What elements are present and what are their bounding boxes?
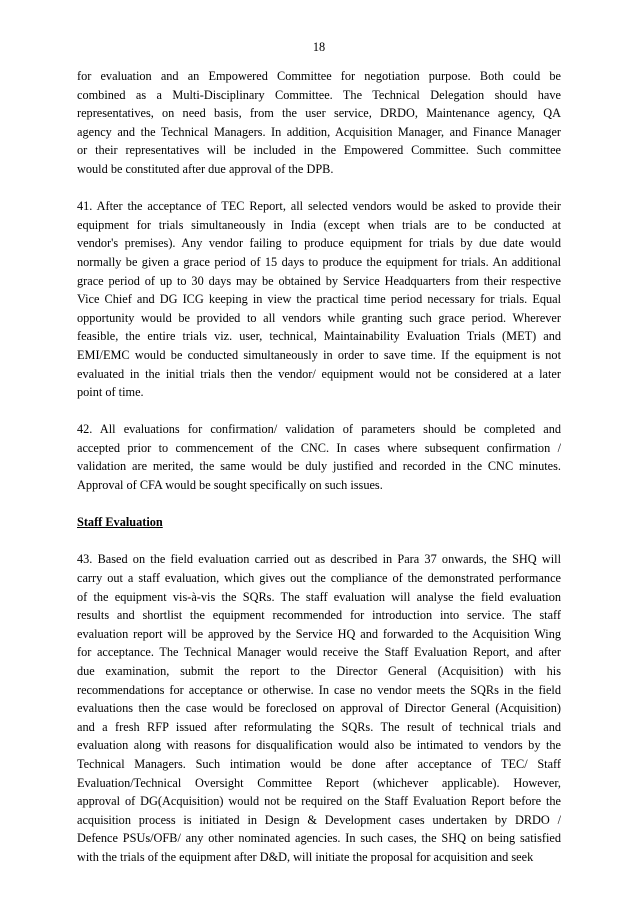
text-line: Vice Chief and DG ICG keeping in view the practical time period necessary for trials. Equal	[77, 292, 561, 307]
text-line: grace period of up to 30 days may be obtained by Service Headquarters from their respective	[77, 273, 561, 288]
text-line: EMI/EMC would be conducted simultaneously in order to save time. If the equipment is not	[77, 347, 561, 362]
section-heading: Staff Evaluation	[77, 515, 163, 530]
text-line: evaluations then the case would be foreclosed on approval of Director General (Acquisition)	[77, 701, 561, 716]
text-line: carry out a staff evaluation, which gives out the compliance of the demonstrated performance	[77, 571, 561, 586]
text-line: or their representatives will be included in the Empowered Committee. Such committee	[77, 143, 561, 158]
para-42	[77, 420, 561, 494]
text-line: normally be given a grace period of 15 days to produce the equipment for trials. An additional	[77, 254, 561, 269]
para-43	[77, 550, 561, 866]
text-line: due examination, submit the report to the Director General (Acquisition) with his	[77, 664, 561, 678]
section-heading-wrapper	[77, 513, 561, 532]
text-line: 43. Based on the field evaluation carried out as described in Para 37 onwards, the SHQ will	[77, 552, 561, 567]
text-line: recommendations for acceptance or otherwise. In case no vendor meets the SQRs in the field	[77, 682, 561, 697]
text-line: Approval of CFA would be sought specifically on such issues.	[77, 478, 383, 493]
text-line: would be constituted after due approval of the DPB.	[77, 161, 334, 176]
text-line: agency and the Technical Managers. In addition, Acquisition Manager, and Finance Manager	[77, 124, 561, 139]
text-line: representatives, on need basis, from the user service, DRDO, Maintenance agency, QA	[77, 106, 561, 121]
text-line: accepted prior to commencement of the CNC. In cases where subsequent confirmation /	[77, 440, 561, 455]
text-line: Evaluation/Technical Oversight Committee Report (whichever applicable). However,	[77, 775, 561, 790]
text-line: feasible, the entire trials viz. user, technical, Maintainability Evaluation Trials (MET) and	[77, 329, 561, 344]
page-content	[77, 67, 561, 885]
text-line: evaluated in the initial trials then the vendor/ equipment would not be considered at a later	[77, 366, 561, 381]
text-line: evaluation along with reasons for disqualification would also be intimated to vendors by the	[77, 738, 561, 753]
text-line: point of time.	[77, 385, 144, 400]
text-line: evaluation report will be approved by the Service HQ and forwarded to the Acquisition Wing	[77, 626, 561, 641]
text-line: 42. All evaluations for confirmation/ validation of parameters should be completed and	[77, 422, 561, 437]
paragraph-group	[77, 67, 561, 495]
text-line: Technical Managers. Such intimation would be done after acceptance of TEC/ Staff	[77, 756, 561, 771]
text-line: of the equipment vis-à-vis the SQRs. The staff evaluation will analyse the field evaluation	[77, 589, 561, 604]
para-continuation	[77, 67, 561, 179]
text-line: and a fresh RFP issued after reformulating the SQRs. The result of technical trials and	[77, 719, 561, 734]
text-line: opportunity would be provided to all vendors while granting such grace period. Wherever	[77, 310, 561, 325]
text-line: for evaluation and an Empowered Committee for negotiation purpose. Both could be	[77, 69, 561, 83]
text-line: combined as a Multi-Disciplinary Committee. The Technical Delegation should have	[77, 87, 561, 102]
text-line: validation are merited, the same would be duly justified and recorded in the CNC minutes.	[77, 459, 561, 474]
page-number: 18	[312, 40, 326, 54]
text-line: results and shortlist the equipment recommended for introduction into service. The staff	[77, 608, 561, 623]
text-line: Defence PSUs/OFB/ any other nominated agencies. In such cases, the SHQ on being satisfied	[77, 831, 561, 846]
text-line: approval of DG(Acquisition) would not be required on the Staff Evaluation Report before the	[77, 794, 561, 809]
para-41	[77, 197, 561, 402]
text-line: acquisition process is initiated in Design & Development cases undertaken by DRDO /	[77, 812, 561, 827]
text-line: with the trials of the equipment after D&D, will initiate the proposal for acquisition and seek	[77, 849, 534, 864]
text-line: equipment for trials simultaneously in India (except when trials are to be conducted at	[77, 217, 561, 232]
text-line: vendor's premises). Any vendor failing to produce equipment for trials by due date would	[77, 236, 561, 251]
text-line: 41. After the acceptance of TEC Report, all selected vendors would be asked to provide their	[77, 199, 561, 214]
text-line: for acceptance. The Technical Manager would receive the Staff Evaluation Report, and after	[77, 645, 561, 660]
